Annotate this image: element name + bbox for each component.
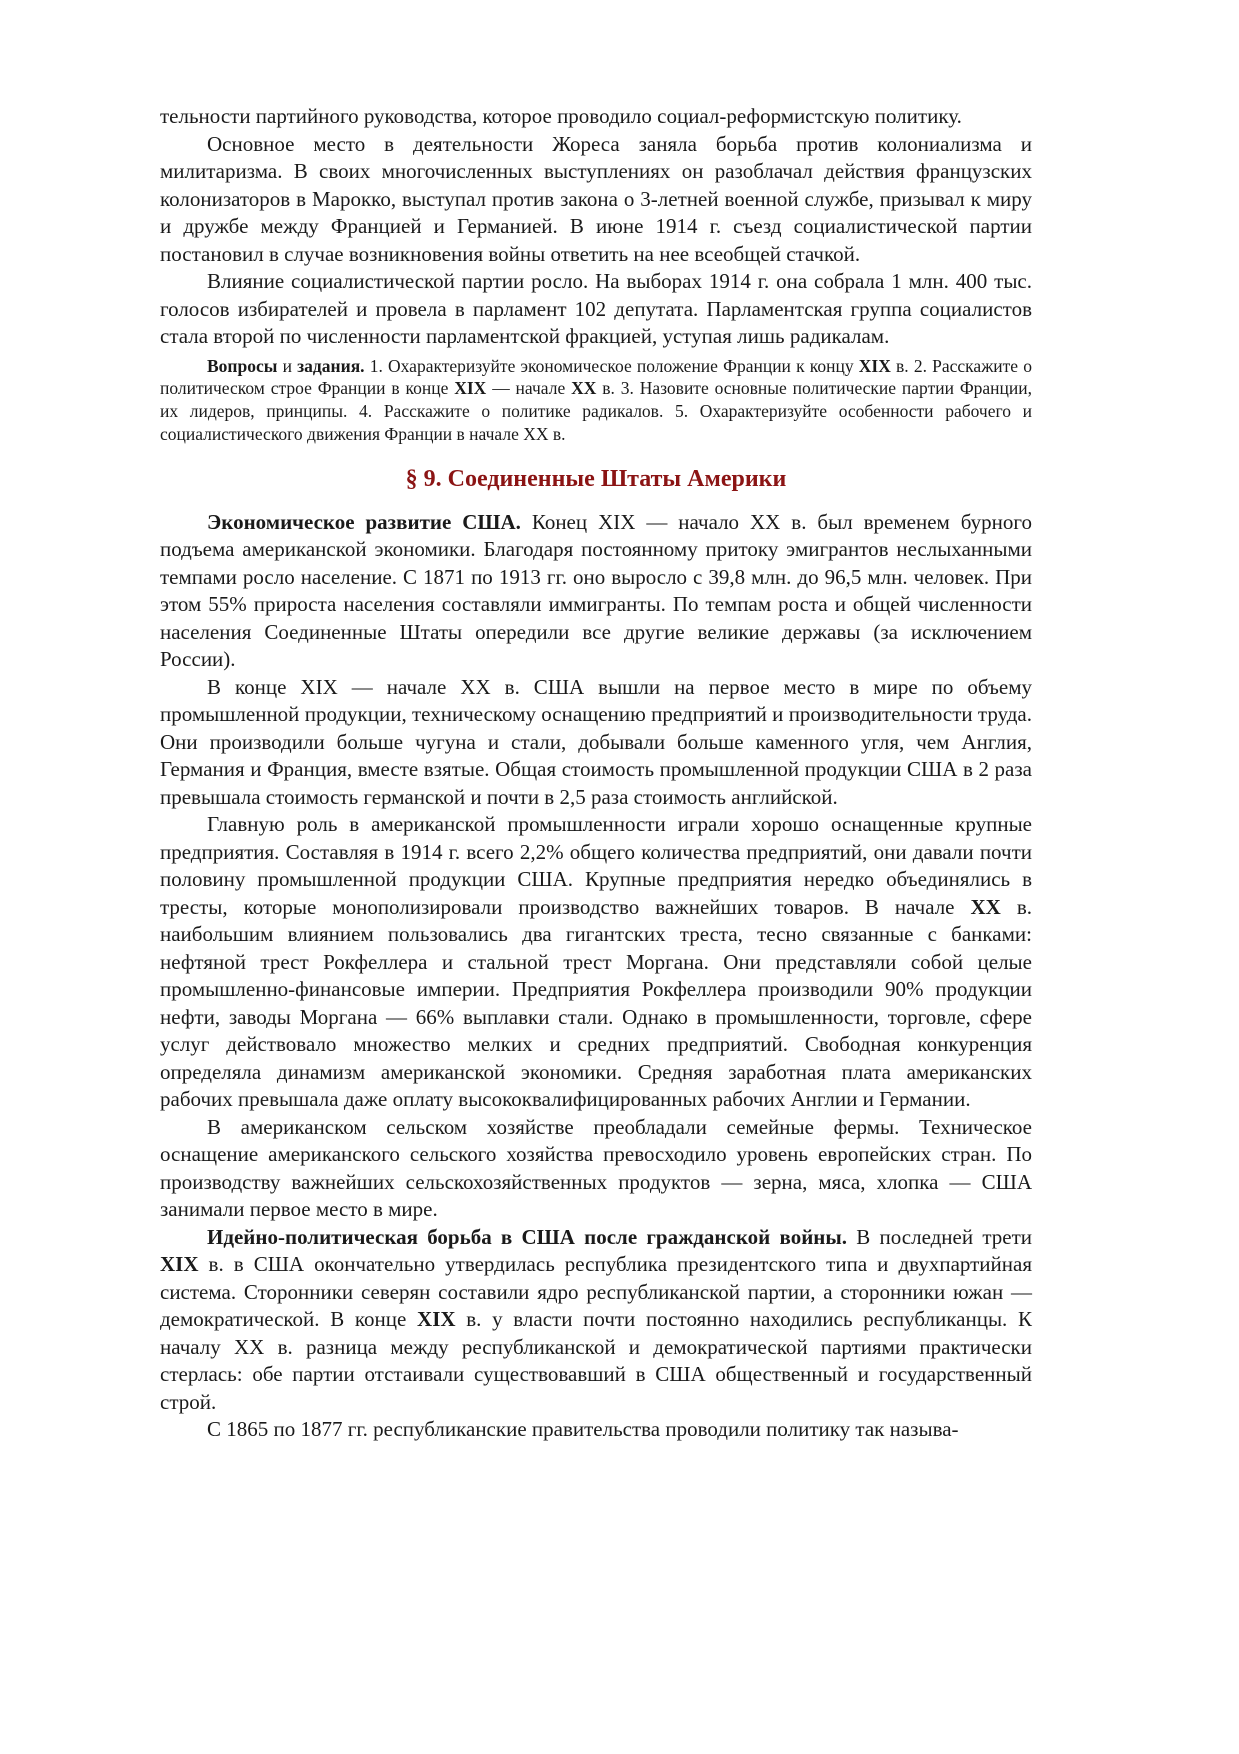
text-run: Экономическое развитие США. bbox=[207, 509, 521, 534]
text-content bbox=[160, 103, 1032, 1444]
text-run: С 1865 по 1877 гг. республиканские правительства проводили политику так называ- bbox=[207, 1417, 959, 1441]
text-run: XIX bbox=[417, 1307, 456, 1331]
paragraph bbox=[160, 674, 1032, 812]
text-run: Идейно-политическая борьба в США после гражданской войны. bbox=[207, 1224, 848, 1249]
text-run: XIX bbox=[454, 378, 487, 399]
paragraph bbox=[160, 103, 1032, 131]
text-run: В конце XIX — начале XX в. США вышли на первое место в мире по объему промышленной продукции, техническому оснащению предприятий и производительности труда. Они производили больше чугуна и стали, добывали больше каменного угля, чем Англия, Германия и Франция, вместе взятые. Общая стоимость промышленной продукции США в 2 раза превышала стоимость германской и почти в 2,5 раза стоимость английской. bbox=[160, 674, 1032, 809]
text-run: XX bbox=[970, 894, 1001, 919]
text-run: в. 3. Назовите основные политические партии Франции, их лидеров, принципы. 4. Расскажите о политике радикалов. 5. Охарактеризуйте особенности рабочего и социалистического движения Франции в начале XX в. bbox=[160, 378, 1033, 444]
paragraph bbox=[160, 811, 1032, 1114]
text-run: В последней трети bbox=[847, 1224, 1032, 1249]
text-run: в. в США окончательно утвердилась республика президентского типа и двухпартийная система. Сторонники северян составили ядро республиканской партии, а сторонники южан — демократической. В конце bbox=[160, 1252, 1032, 1331]
text-run: Основное место в деятельности Жореса заняла борьба против колониализма и милитаризма. В своих многочисленных выступлениях он разоблачал действия французских колонизаторов в Марокко, выступал против закона о 3-летней военной службе, призывал к миру и дружбе между Францией и Германией. В июне 1914 г. съезд социалистической партии постановил в случае возникновения войны ответить на нее всеобщей стачкой. bbox=[160, 131, 1032, 266]
text-run: 1. Охарактеризуйте экономическое положение Франции к концу bbox=[364, 355, 859, 376]
text-run: В американском сельском хозяйстве преобладали семейные фермы. Техническое оснащение американского сельского хозяйства превосходило уровень европейских стран. По производству важнейших сельскохозяйственных продуктов — зерна, мяса, хлопка — США занимали первое место в мире. bbox=[160, 1114, 1032, 1221]
text-run: XIX bbox=[858, 355, 891, 376]
text-run: Вопросы bbox=[207, 355, 278, 376]
text-run: Влияние социалистической партии росло. На выборах 1914 г. она собрала 1 млн. 400 тыс. голосов избирателей и провела в парламент 102 депутата. Парламентская группа социалистов стала второй по численности парламентской фракцией, уступая лишь радикалам. bbox=[160, 269, 1032, 348]
questions-block bbox=[160, 355, 1032, 446]
paragraph bbox=[160, 131, 1032, 269]
paragraph bbox=[160, 268, 1032, 351]
paragraph bbox=[160, 509, 1032, 674]
text-run: Конец XIX — начало XX в. был временем бурного подъема американской экономики. Благодаря постоянному притоку эмигрантов неслыханными темпами росло население. С 1871 по 1913 гг. оно выросло с 39,8 млн. до 96,5 млн. человек. При этом 55% прироста населения составляли иммигранты. По темпам роста и общей численности населения Соединенные Штаты опередили все другие великие державы (за исключением России). bbox=[160, 509, 1032, 671]
text-run: Главную роль в американской промышленности играли хорошо оснащенные крупные предприятия. Составляя в 1914 г. всего 2,2% общего количества предприятий, они давали почти половину промышленной продукции США. Крупные предприятия нередко объединялись в тресты, которые монополизировали производство важнейших товаров. В начале bbox=[160, 812, 1032, 919]
paragraph bbox=[160, 1416, 1032, 1444]
text-run: § 9. Соединенные Штаты Америки bbox=[405, 465, 787, 492]
text-run: в. 2. Расскажите о политическом строе Франции в конце bbox=[160, 355, 1032, 399]
text-run: тельности партийного руководства, которое проводило социал-реформистскую политику. bbox=[160, 104, 962, 128]
text-run: и bbox=[277, 355, 298, 376]
text-run: XIX bbox=[160, 1252, 199, 1276]
text-run: в. у власти почти постоянно находились республиканцы. К началу XX в. разница между республиканской и демократической партиями практически стерлась: обе партии отстаивали существовавший в США общественный и государственный строй. bbox=[160, 1307, 1032, 1414]
text-run: задания. bbox=[297, 355, 365, 376]
section-heading bbox=[160, 466, 1032, 493]
text-run: в. наибольшим влиянием пользовались два гигантских треста, тесно связанные с банками: нефтяной трест Рокфеллера и стальной трест Моргана. Они представляли собой целые промышленно-финансовые империи. Предприятия Рокфеллера производили 90% продукции нефти, заводы Моргана — 66% выплавки стали. Однако в промышленности, торговле, сфере услуг действовало множество мелких и средних предприятий. Свободная конкуренция определяла динамизм американской экономики. Средняя заработная плата американских рабочих превышала даже оплату высококвалифицированных рабочих Англии и Германии. bbox=[160, 894, 1032, 1111]
paragraph bbox=[160, 1224, 1032, 1417]
text-run: XX bbox=[571, 378, 597, 399]
paragraph bbox=[160, 1114, 1032, 1224]
text-run: — начале bbox=[486, 378, 572, 399]
